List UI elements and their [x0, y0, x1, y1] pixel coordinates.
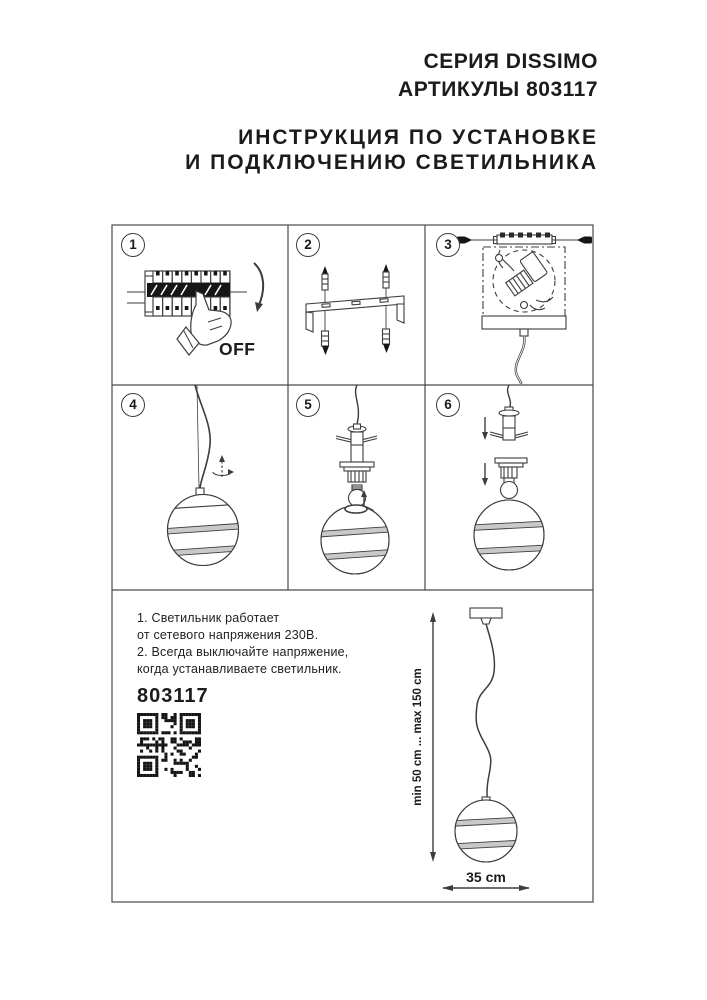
- threaded-collar: [348, 471, 366, 482]
- step-number-badge-5: 5: [296, 393, 320, 417]
- step-number-badge-3: 3: [436, 233, 460, 257]
- step-number-badge-1: 1: [121, 233, 145, 257]
- width-dimension-label: 35 cm: [466, 869, 506, 885]
- articles-title: АРТИКУЛЫ 803117: [398, 78, 598, 101]
- series-title: СЕРИЯ DISSIMO: [423, 50, 598, 73]
- height-dimension-label: min 50 cm ... max 150 cm: [412, 668, 424, 806]
- off-label: OFF: [219, 339, 256, 359]
- article-number: 803117: [137, 685, 209, 707]
- instruction-title-line1: ИНСТРУКЦИЯ ПО УСТАНОВКЕ: [238, 126, 598, 149]
- note-line: от сетевого напряжения 230В.: [137, 628, 319, 642]
- instruction-title-line2: И ПОДКЛЮЧЕНИЮ СВЕТИЛЬНИКА: [185, 151, 598, 174]
- step-number-badge-4: 4: [121, 393, 145, 417]
- note-line: 2. Всегда выключайте напряжение,: [137, 645, 349, 659]
- step-number-badge-2: 2: [296, 233, 320, 257]
- note-line: когда устанавливаете светильник.: [137, 662, 342, 676]
- note-line: 1. Светильник работает: [137, 611, 280, 625]
- threaded-collar: [501, 467, 517, 478]
- step-number-badge-6: 6: [436, 393, 460, 417]
- safety-notes: [137, 610, 348, 678]
